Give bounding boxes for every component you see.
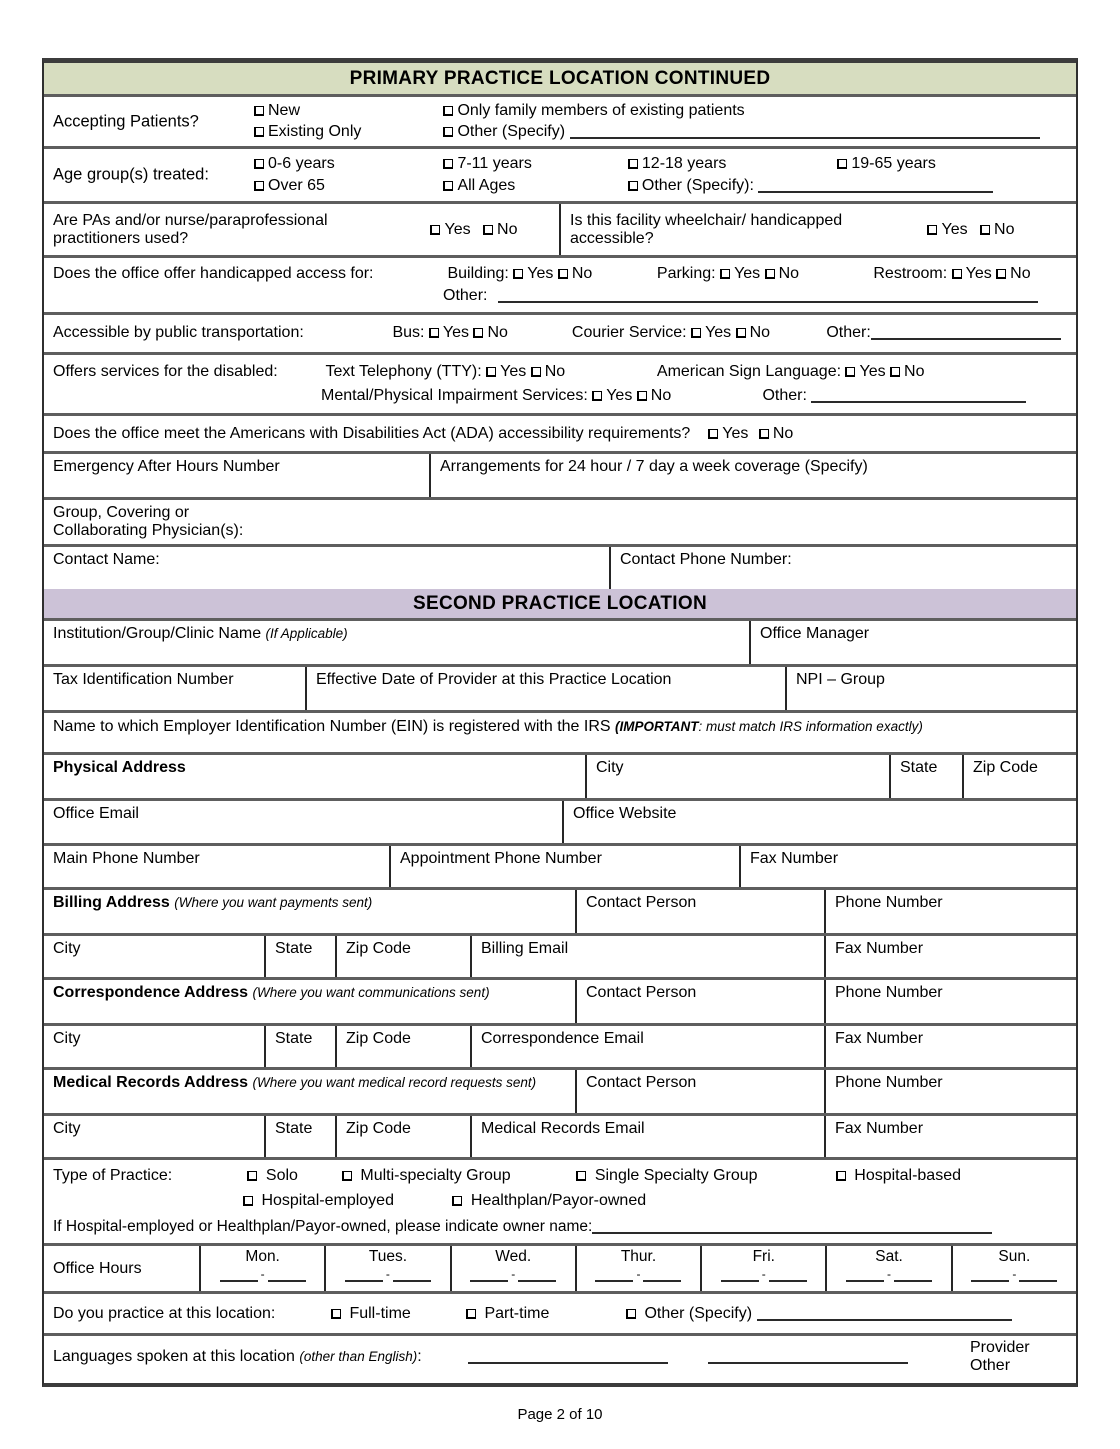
medical-records-contact-cell[interactable] — [575, 1070, 824, 1113]
age-other-label: Other (Specify): — [641, 177, 754, 194]
thur-label: Thur. — [620, 1248, 657, 1265]
billing-email-label: Billing Email — [481, 940, 569, 957]
restroom-yes-label: Yes — [965, 265, 992, 282]
wheelchair-yes-label: Yes — [941, 220, 968, 238]
type-of-practice-row — [44, 1157, 1076, 1243]
office-hours-fri-cell — [700, 1246, 825, 1291]
medical-records-city-row — [44, 1113, 1076, 1157]
wheelchair-yes-checkbox[interactable] — [927, 225, 937, 235]
correspondence-phone-label: Phone Number — [835, 984, 943, 1001]
appointment-phone-label: Appointment Phone Number — [400, 850, 602, 867]
npi-group-label: NPI – Group — [796, 671, 885, 688]
second-section-header — [44, 589, 1076, 618]
asl-label: American Sign Language: — [656, 363, 842, 380]
medical-records-email-cell[interactable] — [470, 1116, 824, 1157]
pas-cell — [44, 204, 559, 255]
correspondence-zip-cell[interactable] — [335, 1026, 470, 1067]
age-19-65-label: 19-65 years — [851, 155, 936, 172]
age-0-6-label: 0-6 years — [268, 155, 335, 172]
accepting-other-checkbox[interactable] — [443, 127, 453, 137]
parking-yes-checkbox[interactable] — [720, 269, 730, 279]
billing-state-label: State — [275, 940, 313, 957]
age-groups-row — [44, 146, 1076, 201]
bus-yes-checkbox[interactable] — [429, 328, 439, 338]
age-19-65-checkbox[interactable] — [837, 159, 847, 169]
impairment-yes-label: Yes — [606, 387, 633, 404]
physical-state-label: State — [900, 759, 938, 776]
fax-number-label: Fax Number — [750, 850, 839, 867]
correspondence-address-note: (Where you want communications sent) — [252, 985, 490, 1000]
disabled-other-label: Other: — [762, 387, 807, 404]
fax-number-cell[interactable] — [739, 846, 1076, 887]
restroom-no-checkbox[interactable] — [996, 269, 1006, 279]
physical-zip-label: Zip Code — [973, 759, 1038, 776]
handicapped-access-row — [44, 255, 1076, 312]
office-hours-thur-cell — [575, 1246, 700, 1291]
part-time-label: Part-time — [484, 1304, 550, 1322]
sat-open-blank[interactable] — [846, 1268, 884, 1282]
contact-name-cell[interactable] — [44, 547, 609, 589]
billing-city-row — [44, 933, 1076, 977]
languages-label: Languages spoken at this location — [53, 1348, 295, 1365]
mon-close-blank[interactable] — [268, 1268, 306, 1282]
correspondence-state-label: State — [275, 1030, 313, 1047]
physical-address-cell[interactable] — [44, 755, 585, 798]
billing-city-label: City — [53, 940, 81, 957]
wed-dash: - — [511, 1267, 516, 1281]
healthplan-owned-checkbox[interactable] — [452, 1196, 462, 1206]
multi-specialty-checkbox[interactable] — [342, 1171, 352, 1181]
languages-row — [44, 1333, 1076, 1383]
effective-date-cell[interactable] — [305, 667, 785, 710]
correspondence-contact-cell[interactable] — [575, 980, 824, 1023]
contact-phone-label: Contact Phone Number: — [620, 551, 792, 568]
accepting-other-label: Other (Specify) — [457, 123, 566, 140]
billing-phone-cell[interactable] — [824, 890, 1076, 933]
medical-records-city-cell[interactable] — [44, 1116, 264, 1157]
office-manager-label: Office Manager — [760, 625, 870, 642]
practice-other-label: Other (Specify) — [644, 1304, 753, 1322]
office-website-cell[interactable] — [562, 801, 1076, 843]
parking-no-checkbox[interactable] — [765, 269, 775, 279]
correspondence-city-label: City — [53, 1030, 81, 1047]
solo-label: Solo — [265, 1167, 298, 1184]
main-phone-label: Main Phone Number — [53, 850, 200, 867]
building-no-label: No — [571, 265, 593, 282]
medical-records-fax-cell[interactable] — [824, 1116, 1076, 1157]
hospital-employed-label: Hospital-employed — [261, 1192, 394, 1209]
languages-colon: : — [417, 1348, 422, 1365]
medical-records-address-note: (Where you want medical record requests sent) — [252, 1075, 537, 1090]
transport-other-label: Other: — [826, 324, 871, 341]
hospital-employed-checkbox[interactable] — [243, 1196, 253, 1206]
correspondence-address-label: Correspondence Address — [53, 984, 249, 1001]
arrangements-label: Arrangements for 24 hour / 7 day a week coverage (Specify) — [440, 458, 868, 475]
age-7-11-label: 7-11 years — [457, 155, 532, 172]
restroom-label: Restroom: — [873, 265, 948, 282]
contact-row — [44, 544, 1076, 589]
ada-yes-label: Yes — [722, 424, 749, 442]
correspondence-fax-cell[interactable] — [824, 1026, 1076, 1067]
impairment-label: Mental/Physical Impairment Services: — [321, 387, 588, 404]
group-covering-line1: Group, Covering or — [53, 504, 190, 521]
physical-zip-cell[interactable] — [962, 755, 1076, 798]
page-number: Page 2 of 10 — [517, 1406, 603, 1423]
phones-row — [44, 843, 1076, 887]
pas-no-checkbox[interactable] — [483, 225, 493, 235]
office-hours-tues-cell — [324, 1246, 449, 1291]
practice-frequency-label: Do you practice at this location: — [53, 1304, 276, 1322]
correspondence-city-row — [44, 1023, 1076, 1067]
fri-close-blank[interactable] — [769, 1268, 807, 1282]
billing-city-cell[interactable] — [44, 936, 264, 977]
wed-open-blank[interactable] — [470, 1268, 508, 1282]
mon-label: Mon. — [245, 1248, 280, 1265]
accepting-new-checkbox[interactable] — [254, 106, 264, 116]
asl-yes-label: Yes — [859, 363, 886, 380]
sun-close-blank[interactable] — [1019, 1268, 1057, 1282]
languages-note: (other than English) — [299, 1349, 418, 1364]
accepting-other-blank[interactable] — [570, 125, 1040, 139]
asl-no-checkbox[interactable] — [890, 367, 900, 377]
type-of-practice-label: Type of Practice: — [53, 1167, 173, 1184]
age-other-blank[interactable] — [758, 179, 993, 193]
physical-address-row — [44, 752, 1076, 798]
accepting-patients-row — [44, 94, 1076, 146]
hospital-based-checkbox[interactable] — [836, 1171, 846, 1181]
medical-records-zip-label: Zip Code — [346, 1120, 411, 1137]
impairment-no-label: No — [650, 387, 672, 404]
office-hours-sun-cell — [951, 1246, 1076, 1291]
handicapped-access-label: Does the office offer handicapped access for: — [53, 265, 374, 282]
correspondence-phone-cell[interactable] — [824, 980, 1076, 1023]
billing-zip-cell[interactable] — [335, 936, 470, 977]
office-hours-sat-cell — [825, 1246, 950, 1291]
building-no-checkbox[interactable] — [558, 269, 568, 279]
courier-label: Courier Service: — [571, 324, 687, 341]
parking-no-label: No — [778, 265, 800, 282]
correspondence-state-cell[interactable] — [264, 1026, 335, 1067]
pas-label: Are PAs and/or nurse/paraprofessional practitioners used? — [53, 211, 328, 247]
solo-checkbox[interactable] — [247, 1171, 257, 1181]
wheelchair-label: Is this facility wheelchair/ handicapped accessible? — [570, 211, 843, 247]
billing-address-note: (Where you want payments sent) — [174, 895, 373, 910]
building-yes-label: Yes — [527, 265, 554, 282]
accepting-existing-label: Existing Only — [268, 123, 362, 140]
full-time-label: Full-time — [349, 1304, 411, 1322]
accepting-patients-label: Accepting Patients? — [53, 112, 199, 130]
impairment-yes-checkbox[interactable] — [592, 391, 602, 401]
ein-row[interactable] — [44, 710, 1076, 752]
bus-no-checkbox[interactable] — [473, 328, 483, 338]
institution-row — [44, 618, 1076, 664]
npi-group-cell[interactable] — [785, 667, 1076, 710]
tty-no-label: No — [544, 363, 566, 380]
practice-frequency-row — [44, 1291, 1076, 1333]
restroom-yes-checkbox[interactable] — [952, 269, 962, 279]
parking-label: Parking: — [656, 265, 716, 282]
courier-yes-checkbox[interactable] — [691, 328, 701, 338]
sat-close-blank[interactable] — [894, 1268, 932, 1282]
age-all-ages-checkbox[interactable] — [443, 181, 453, 191]
medical-records-address-row — [44, 1067, 1076, 1113]
tues-open-blank[interactable] — [345, 1268, 383, 1282]
language-blank-2[interactable] — [708, 1350, 908, 1364]
tues-close-blank[interactable] — [393, 1268, 431, 1282]
emergency-number-cell[interactable] — [44, 454, 429, 497]
office-hours-row — [44, 1243, 1076, 1291]
full-time-checkbox[interactable] — [331, 1309, 341, 1319]
thur-open-blank[interactable] — [595, 1268, 633, 1282]
age-over-65-label: Over 65 — [268, 177, 325, 194]
healthplan-owned-label: Healthplan/Payor-owned — [470, 1192, 647, 1209]
public-transport-label: Accessible by public transportation: — [53, 324, 304, 341]
ada-no-label: No — [772, 424, 794, 442]
billing-address-row — [44, 887, 1076, 933]
age-7-11-checkbox[interactable] — [443, 159, 453, 169]
bus-yes-label: Yes — [442, 324, 470, 341]
impairment-no-checkbox[interactable] — [637, 391, 647, 401]
handicap-other-label: Other: — [443, 287, 488, 304]
medical-records-city-label: City — [53, 1120, 81, 1137]
pas-yes-checkbox[interactable] — [430, 225, 440, 235]
building-label: Building: — [447, 265, 509, 282]
billing-contact-label: Contact Person — [586, 894, 697, 911]
office-email-row — [44, 798, 1076, 843]
emergency-row — [44, 451, 1076, 497]
medical-records-address-label: Medical Records Address — [53, 1074, 249, 1091]
multi-specialty-label: Multi-specialty Group — [360, 1167, 511, 1184]
accepting-family-checkbox[interactable] — [443, 106, 453, 116]
courier-no-checkbox[interactable] — [736, 328, 746, 338]
thur-close-blank[interactable] — [643, 1268, 681, 1282]
institution-cell[interactable] — [44, 621, 749, 664]
sun-open-blank[interactable] — [971, 1268, 1009, 1282]
accepting-new-label: New — [268, 102, 301, 119]
medical-records-zip-cell[interactable] — [335, 1116, 470, 1157]
correspondence-address-row — [44, 977, 1076, 1023]
thur-dash: - — [636, 1267, 641, 1281]
tty-yes-label: Yes — [500, 363, 527, 380]
ada-no-checkbox[interactable] — [759, 429, 769, 439]
correspondence-fax-label: Fax Number — [835, 1030, 924, 1047]
transport-other-blank[interactable] — [871, 326, 1061, 340]
correspondence-zip-label: Zip Code — [346, 1030, 411, 1047]
parking-yes-label: Yes — [734, 265, 761, 282]
medical-records-email-label: Medical Records Email — [481, 1120, 645, 1137]
billing-address-cell[interactable] — [44, 890, 575, 933]
ada-label: Does the office meet the Americans with Disabilities Act (ADA) accessibility requirements? — [53, 424, 691, 442]
contact-phone-cell[interactable] — [609, 547, 1076, 589]
physical-city-cell[interactable] — [585, 755, 889, 798]
disabled-services-label: Offers services for the disabled: — [53, 363, 278, 380]
languages-provider-label: Provider — [970, 1339, 1030, 1356]
wheelchair-no-checkbox[interactable] — [980, 225, 990, 235]
handicap-other-blank[interactable] — [498, 289, 1038, 303]
wed-close-blank[interactable] — [518, 1268, 556, 1282]
medical-records-contact-label: Contact Person — [586, 1074, 697, 1091]
sun-dash: - — [1012, 1267, 1017, 1281]
tty-no-checkbox[interactable] — [531, 367, 541, 377]
correspondence-email-cell[interactable] — [470, 1026, 824, 1067]
fri-open-blank[interactable] — [721, 1268, 759, 1282]
language-blank-1[interactable] — [468, 1350, 668, 1364]
asl-yes-checkbox[interactable] — [845, 367, 855, 377]
primary-section-title: PRIMARY PRACTICE LOCATION CONTINUED — [349, 67, 771, 89]
part-time-checkbox[interactable] — [466, 1309, 476, 1319]
tax-id-label: Tax Identification Number — [53, 671, 234, 688]
age-groups-label: Age group(s) treated: — [53, 165, 209, 184]
billing-zip-label: Zip Code — [346, 940, 411, 957]
effective-date-label: Effective Date of Provider at this Practice Location — [316, 671, 672, 688]
ein-note: : must match IRS information exactly) — [698, 719, 923, 734]
pas-no-label: No — [497, 220, 518, 238]
age-12-18-label: 12-18 years — [641, 155, 727, 172]
owner-name-blank[interactable] — [592, 1220, 992, 1234]
accepting-existing-checkbox[interactable] — [254, 127, 264, 137]
mon-open-blank[interactable] — [220, 1268, 258, 1282]
appointment-phone-cell[interactable] — [389, 846, 739, 887]
tax-row — [44, 664, 1076, 710]
contact-name-label: Contact Name: — [53, 551, 160, 568]
accepting-family-label: Only family members of existing patients — [457, 102, 745, 119]
pas-yes-label: Yes — [444, 220, 471, 238]
age-all-ages-label: All Ages — [457, 177, 516, 194]
age-12-18-checkbox[interactable] — [628, 159, 638, 169]
single-specialty-label: Single Specialty Group — [594, 1167, 758, 1184]
billing-email-cell[interactable] — [470, 936, 824, 977]
single-specialty-checkbox[interactable] — [576, 1171, 586, 1181]
mon-dash: - — [260, 1267, 265, 1281]
courier-no-label: No — [749, 324, 771, 341]
correspondence-email-label: Correspondence Email — [481, 1030, 644, 1047]
medical-records-state-label: State — [275, 1120, 313, 1137]
sat-dash: - — [887, 1267, 892, 1281]
ein-important: (IMPORTANT — [615, 719, 699, 734]
disabled-services-row — [44, 352, 1076, 413]
billing-address-label: Billing Address — [53, 894, 170, 911]
age-other-checkbox[interactable] — [628, 181, 638, 191]
tty-yes-checkbox[interactable] — [486, 367, 496, 377]
office-hours-mon-cell — [199, 1246, 324, 1291]
second-section-title: SECOND PRACTICE LOCATION — [413, 592, 707, 614]
billing-state-cell[interactable] — [264, 936, 335, 977]
tues-dash: - — [385, 1267, 390, 1281]
billing-fax-label: Fax Number — [835, 940, 924, 957]
physical-state-cell[interactable] — [889, 755, 962, 798]
hospital-based-label: Hospital-based — [854, 1167, 961, 1184]
institution-note: (If Applicable) — [265, 626, 348, 641]
medical-records-phone-label: Phone Number — [835, 1074, 943, 1091]
tues-label: Tues. — [368, 1248, 408, 1265]
pas-wheelchair-row — [44, 201, 1076, 255]
office-manager-cell[interactable] — [749, 621, 1076, 664]
sun-label: Sun. — [998, 1248, 1031, 1265]
institution-label: Institution/Group/Clinic Name — [53, 625, 262, 642]
medical-records-phone-cell[interactable] — [824, 1070, 1076, 1113]
ein-label: Name to which Employer Identification Number (EIN) is registered with the IRS — [53, 718, 611, 735]
medical-records-fax-label: Fax Number — [835, 1120, 924, 1137]
group-covering-row[interactable] — [44, 497, 1076, 544]
medical-records-state-cell[interactable] — [264, 1116, 335, 1157]
sat-label: Sat. — [875, 1248, 903, 1265]
wheelchair-cell — [559, 204, 1076, 255]
arrangements-cell[interactable] — [429, 454, 1076, 497]
billing-fax-cell[interactable] — [824, 936, 1076, 977]
correspondence-contact-label: Contact Person — [586, 984, 697, 1001]
age-over-65-checkbox[interactable] — [254, 181, 264, 191]
practice-other-blank[interactable] — [757, 1307, 1012, 1321]
billing-contact-cell[interactable] — [575, 890, 824, 933]
correspondence-city-cell[interactable] — [44, 1026, 264, 1067]
languages-other-label: Other — [970, 1357, 1011, 1374]
fri-dash: - — [761, 1267, 766, 1281]
age-0-6-checkbox[interactable] — [254, 159, 264, 169]
office-hours-label: Office Hours — [53, 1259, 142, 1277]
correspondence-address-cell[interactable] — [44, 980, 575, 1023]
provider-form-table — [42, 58, 1078, 1387]
bus-label: Bus: — [392, 324, 425, 341]
emergency-number-label: Emergency After Hours Number — [53, 458, 280, 475]
disabled-other-blank[interactable] — [811, 389, 1026, 403]
billing-phone-label: Phone Number — [835, 894, 943, 911]
physical-city-label: City — [596, 759, 624, 776]
practice-other-checkbox[interactable] — [626, 1309, 636, 1319]
tty-label: Text Telephony (TTY): — [325, 363, 482, 380]
public-transport-row — [44, 312, 1076, 352]
main-phone-cell[interactable] — [44, 846, 389, 887]
bus-no-label: No — [487, 324, 508, 341]
medical-records-address-cell[interactable] — [44, 1070, 575, 1113]
office-email-label: Office Email — [53, 805, 139, 822]
primary-section-header — [44, 63, 1076, 94]
courier-yes-label: Yes — [705, 324, 732, 341]
office-website-label: Office Website — [573, 805, 677, 822]
physical-address-label: Physical Address — [53, 759, 186, 776]
building-yes-checkbox[interactable] — [513, 269, 523, 279]
tax-id-cell[interactable] — [44, 667, 305, 710]
group-covering-line2: Collaborating Physician(s): — [53, 522, 244, 539]
wed-label: Wed. — [495, 1248, 532, 1265]
ada-yes-checkbox[interactable] — [708, 429, 718, 439]
wheelchair-no-label: No — [994, 220, 1015, 238]
restroom-no-label: No — [1010, 265, 1031, 282]
office-email-cell[interactable] — [44, 801, 562, 843]
fri-label: Fri. — [752, 1248, 775, 1265]
office-hours-label-cell — [44, 1246, 199, 1291]
ada-row — [44, 413, 1076, 451]
asl-no-label: No — [904, 363, 925, 380]
owner-name-label: If Hospital-employed or Healthplan/Payor-owned, please indicate owner name: — [53, 1218, 593, 1235]
office-hours-wed-cell — [450, 1246, 575, 1291]
